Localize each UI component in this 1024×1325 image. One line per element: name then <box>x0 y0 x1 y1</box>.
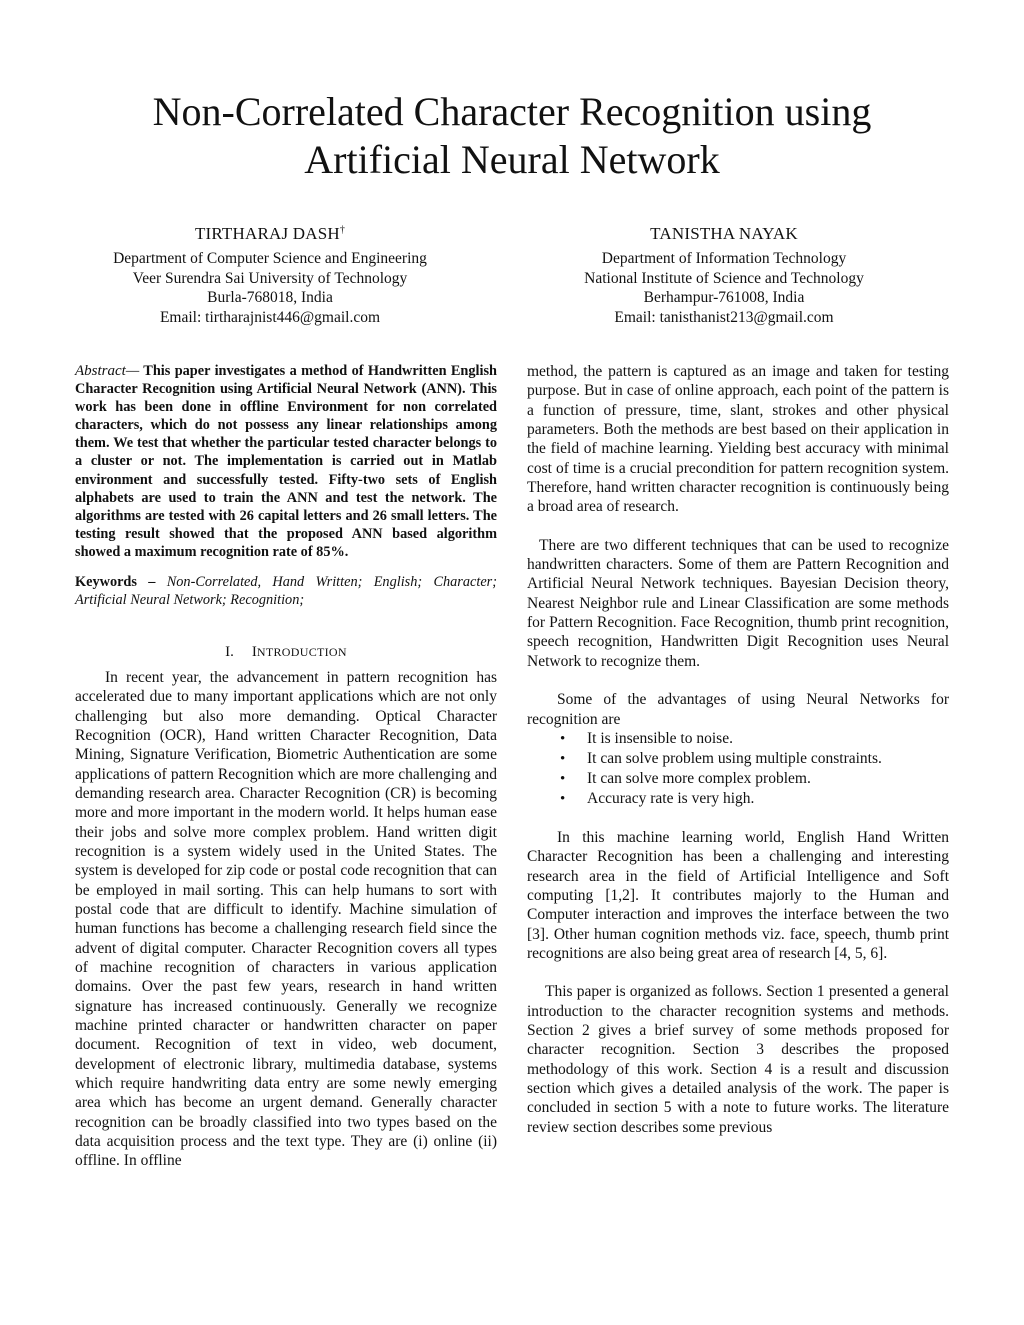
author-university: Veer Surendra Sai University of Technology <box>132 269 408 287</box>
author-university: National Institute of Science and Technology <box>584 269 864 287</box>
section-title-rest: NTRODUCTION <box>256 644 347 659</box>
list-item: • It is insensible to noise. <box>560 729 949 749</box>
abstract-label: Abstract <box>75 363 126 379</box>
body-paragraph-2: There are two different techniques that can be used to recognize handwritten characters. Some of them are Pattern Recognition and Artificial Neural Network techniques. Bayesian Decision theory, Nearest Neighbor rule and Linear Classification are some methods for Pattern Recognition. Face Recognition, thumb print recognition, speech recognition, Handwritten Digit Recognition uses Neural Network to recognize them. <box>527 536 949 670</box>
abstract-dash: — <box>125 363 140 379</box>
right-column <box>527 362 949 1137</box>
author-name: TIRTHARAJ DASH† <box>194 224 346 243</box>
author-address: Burla-768018, India <box>207 289 333 306</box>
advantages-list <box>527 729 949 809</box>
body-paragraph-5: This paper is organized as follows. Section 1 presented a general introduction to the character recognition systems and methods. Section 2 gives a brief survey of some methods proposed for character recognition. Section 3 describes the proposed methodology of this work. Section 4 is a result and discussion section which gives a detailed analysis of the work. The paper is concluded in section 5 with a note to future works. The literature review section describes some previous <box>527 983 949 1136</box>
list-item: • It can solve problem using multiple constraints. <box>560 749 949 769</box>
author-block-1 <box>70 223 470 327</box>
section-number: I. <box>225 643 234 660</box>
keywords-text: Non-Correlated, Hand Written; English; Character; Artificial Neural Network; Recognition; <box>75 574 497 609</box>
abstract <box>75 362 497 561</box>
author-email: Email: tanisthanist213@gmail.com <box>614 308 834 326</box>
list-item: • Accuracy rate is very high. <box>560 789 949 809</box>
author-block-2 <box>524 223 924 327</box>
author-email: Email: tirtharajnist446@gmail.com <box>159 308 381 326</box>
body-paragraph-1: method, the pattern is captured as an image and taken for testing purpose. But in case of online approach, each point of the pattern is a function of pressure, time, slant, strokes and other physical parameters. Both the methods are best based on their application in the field of machine learning. Yielding best accuracy with minimal cost of time is a crucial precondition for pattern recognition system. Therefore, hand written character recognition is continuously being a broad area of research. <box>527 363 949 516</box>
body-paragraph-4: In this machine learning world, English Hand Written Character Recognition has been a challenging and interesting research area in the field of Artificial Intelligence and Soft computing [1,2]. It contributes majorly to the Human and Computer interaction and improves the interface between the two [3]. Other human cognition methods viz. face, speech, thumb print recognitions are also being great area of research [4, 5, 6]. <box>527 828 949 962</box>
author-address: Berhampur-761008, India <box>643 289 805 306</box>
paper-title <box>0 88 1024 184</box>
body-paragraph-3: Some of the advantages of using Neural Networks for recognition are <box>527 691 949 728</box>
author-department: Department of Computer Science and Engineering <box>113 250 427 267</box>
section-heading-introduction <box>75 643 497 662</box>
author-name: TANISTHA NAYAK <box>650 224 798 243</box>
list-item: • It can solve more complex problem. <box>560 769 949 789</box>
title-line-2: Artificial Neural Network <box>304 137 720 182</box>
author-department: Department of Information Technology <box>601 250 847 267</box>
section-title-initial: I <box>251 643 257 660</box>
keywords-label: Keywords – <box>75 574 167 591</box>
keywords <box>75 573 497 610</box>
introduction-paragraph: In recent year, the advancement in pattern recognition has accelerated due to many important applications which are not only challenging but also more demanding. Optical Character Recognition (OCR), Hand written Character Recognition, Data Mining, Signature Verification, Biometric Authentication are some applications of pattern Recognition which are more challenging and demanding research area. Character Recognition (CR) is becoming more and more important in the modern world. It helps human ease their jobs and solve more complex problem. Hand written digit recognition is a system widely used in the United States. The system is developed for zip code or postal code recognition that can be employed in mail sorting. This can help humans to sort with postal code that are difficult to identify. Machine simulation of human functions has become a challenging research field since the advent of digital computer. Character Recognition covers all types of machine recognition of characters in various application domains. Over the past few years, research in hand written signature has increased continuously. Generally we recognize machine printed character or handwritten character on paper document. Recognition of text in video, web document, development of electronic library, multimedia database, systems which require handwriting data entry are some newly emerging area which has become an urgent demand. Generally character recognition can be broadly classified into two types based on the data acquisition process and the text type. They are (i) online (ii) offline. In offline <box>75 668 497 1170</box>
dagger-mark: † <box>339 224 346 236</box>
left-column <box>75 362 497 1171</box>
title-line-1: Non-Correlated Character Recognition using <box>152 89 872 134</box>
abstract-text: This paper investigates a method of Handwritten English Character Recognition using Artificial Neural Network (ANN). This work has been done in offline Environment for non correlated characters, which do not possess any linear relationships among them. We test that whether the particular tested character belongs to a cluster or not. The implementation is carried out in Matlab environment and successfully tested. Fifty-two sets of English alphabets are used to train the ANN and test the network. The algorithms are tested with 26 capital letters and 26 small letters. The testing result showed that the proposed ANN based algorithm showed a maximum recognition rate of 85%. <box>75 363 497 560</box>
